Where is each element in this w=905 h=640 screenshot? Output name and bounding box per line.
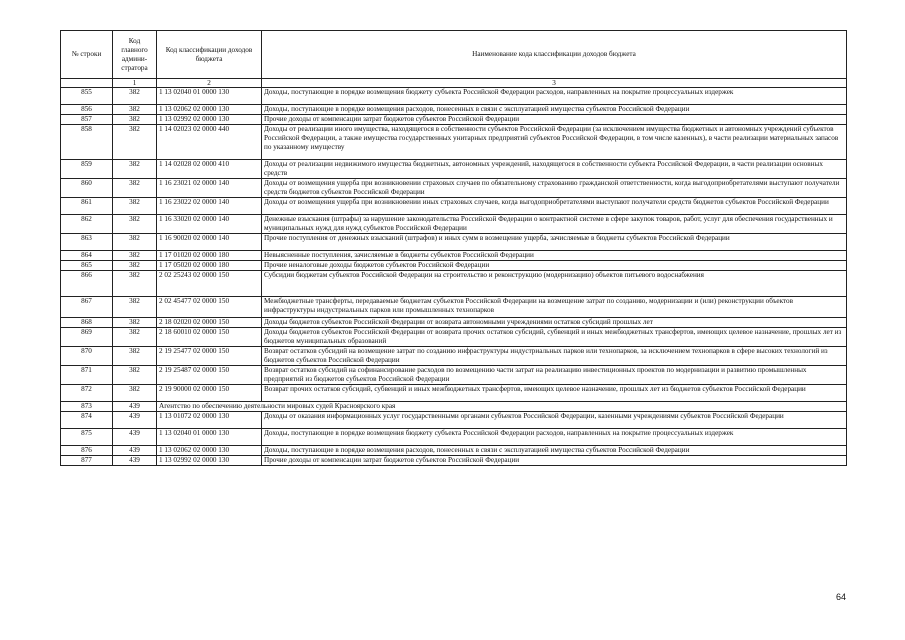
row-number: 864 bbox=[61, 251, 113, 261]
classification-code: 1 13 02992 02 0000 130 bbox=[157, 115, 262, 125]
agency-name: Агентство по обеспечению деятельности мировых судей Красноярского края bbox=[157, 402, 847, 412]
table-row bbox=[61, 402, 847, 412]
code-name: Доходы от возмещения ущерба при возникновении страховых случаев по обязательному страхованию гражданской ответственности, когда выгодоприобретателями выступают получатели средств бюджетов субъектов Российской Федерации bbox=[262, 179, 847, 198]
table-row bbox=[61, 251, 847, 261]
row-number: 871 bbox=[61, 366, 113, 385]
table-row bbox=[61, 446, 847, 456]
classification-code: 2 19 90000 02 0000 150 bbox=[157, 385, 262, 402]
code-name: Доходы от реализации недвижимого имущества бюджетных, автономных учреждений, находящегося в собственности субъекта Российской Федерации, в части реализации основных средств bbox=[262, 160, 847, 179]
table-row bbox=[61, 385, 847, 402]
row-number: 857 bbox=[61, 115, 113, 125]
classification-code: 2 18 02020 02 0000 150 bbox=[157, 318, 262, 328]
row-number: 877 bbox=[61, 456, 113, 466]
row-number: 863 bbox=[61, 234, 113, 251]
header-row-number: № строки bbox=[61, 31, 113, 79]
table-row bbox=[61, 125, 847, 160]
admin-code: 382 bbox=[113, 261, 157, 271]
code-name: Субсидии бюджетам субъектов Российской Федерации на строительство и реконструкцию (модернизацию) объектов питьевого водоснабжения bbox=[262, 271, 847, 297]
admin-code: 439 bbox=[113, 446, 157, 456]
classification-code: 1 13 02992 02 0000 130 bbox=[157, 456, 262, 466]
code-name: Доходы от оказания информационных услуг государственными органами субъектов Российской Федерации, казенными учреждениями субъектов Российской Федерации bbox=[262, 412, 847, 429]
table-row bbox=[61, 160, 847, 179]
classification-code: 2 02 25243 02 0000 150 bbox=[157, 271, 262, 297]
code-name: Доходы, поступающие в порядке возмещения бюджету субъекта Российской Федерации расходов, направленных на покрытие процессуальных издержек bbox=[262, 88, 847, 105]
classification-code: 1 14 02028 02 0000 410 bbox=[157, 160, 262, 179]
row-number: 867 bbox=[61, 297, 113, 318]
code-name: Доходы, поступающие в порядке возмещения бюджету субъекта Российской Федерации расходов, направленных на покрытие процессуальных издержек bbox=[262, 429, 847, 446]
row-number: 866 bbox=[61, 271, 113, 297]
admin-code: 382 bbox=[113, 366, 157, 385]
code-name: Доходы от возмещения ущерба при возникновении иных страховых случаев, когда выгодоприобретателями выступают получатели средств бюджетов субъектов Российской Федерации bbox=[262, 198, 847, 215]
table-row bbox=[61, 179, 847, 198]
row-number: 859 bbox=[61, 160, 113, 179]
row-number: 856 bbox=[61, 105, 113, 115]
classification-code: 1 13 01072 02 0000 130 bbox=[157, 412, 262, 429]
code-name: Доходы от реализации иного имущества, находящегося в собственности субъектов Российской Федерации (за исключением имущества бюджетных и автономных учреждений субъектов Российской Федерации, а также имущества государственных унитарных предприятий субъектов Российской Федерации, в том числе казенных), в части реализации материальных запасов по указанному имуществу bbox=[262, 125, 847, 160]
classification-code: 2 19 25487 02 0000 150 bbox=[157, 366, 262, 385]
column-number-1: 1 bbox=[113, 79, 157, 88]
table-row bbox=[61, 215, 847, 234]
admin-code: 382 bbox=[113, 251, 157, 261]
admin-code: 382 bbox=[113, 318, 157, 328]
admin-code: 382 bbox=[113, 115, 157, 125]
admin-code: 382 bbox=[113, 297, 157, 318]
code-name: Доходы бюджетов субъектов Российской Федерации от возврата автономными учреждениями остатков субсидий прошлых лет bbox=[262, 318, 847, 328]
admin-code: 382 bbox=[113, 160, 157, 179]
code-name: Прочие поступления от денежных взысканий (штрафов) и иных сумм в возмещение ущерба, зачисляемые в бюджеты субъектов Российской Федерации bbox=[262, 234, 847, 251]
column-number-empty bbox=[61, 79, 113, 88]
admin-code: 382 bbox=[113, 328, 157, 347]
table-row bbox=[61, 412, 847, 429]
row-number: 869 bbox=[61, 328, 113, 347]
budget-classification-table bbox=[60, 30, 847, 466]
column-number-3: 3 bbox=[262, 79, 847, 88]
classification-code: 1 13 02040 01 0000 130 bbox=[157, 88, 262, 105]
table-row bbox=[61, 271, 847, 297]
admin-code: 439 bbox=[113, 412, 157, 429]
admin-code: 382 bbox=[113, 198, 157, 215]
admin-code: 382 bbox=[113, 125, 157, 160]
classification-code: 1 16 33020 02 0000 140 bbox=[157, 215, 262, 234]
row-number: 865 bbox=[61, 261, 113, 271]
admin-code: 439 bbox=[113, 456, 157, 466]
admin-code: 382 bbox=[113, 88, 157, 105]
row-number: 870 bbox=[61, 347, 113, 366]
row-number: 858 bbox=[61, 125, 113, 160]
table-row bbox=[61, 261, 847, 271]
classification-code: 1 16 90020 02 0000 140 bbox=[157, 234, 262, 251]
classification-code: 1 17 01020 02 0000 180 bbox=[157, 251, 262, 261]
row-number: 861 bbox=[61, 198, 113, 215]
admin-code: 439 bbox=[113, 402, 157, 412]
admin-code: 382 bbox=[113, 385, 157, 402]
column-number-row bbox=[61, 79, 847, 88]
admin-code: 382 bbox=[113, 271, 157, 297]
table-row bbox=[61, 105, 847, 115]
classification-code: 1 16 23021 02 0000 140 bbox=[157, 179, 262, 198]
row-number: 874 bbox=[61, 412, 113, 429]
budget-table-container bbox=[60, 30, 846, 466]
admin-code: 382 bbox=[113, 179, 157, 198]
table-row bbox=[61, 115, 847, 125]
table-row bbox=[61, 318, 847, 328]
admin-code: 382 bbox=[113, 347, 157, 366]
classification-code: 2 19 25477 02 0000 150 bbox=[157, 347, 262, 366]
table-row bbox=[61, 297, 847, 318]
table-row bbox=[61, 328, 847, 347]
header-admin-code: Код главного админи-стратора bbox=[113, 31, 157, 79]
classification-code: 1 13 02040 01 0000 130 bbox=[157, 429, 262, 446]
code-name: Прочие неналоговые доходы бюджетов субъектов Российской Федерации bbox=[262, 261, 847, 271]
code-name: Возврат остатков субсидий на софинансирование расходов по возмещению части затрат на реализацию инвестиционных проектов по модернизации и развитию промышленных предприятий из бюджетов субъектов Российской Федерации bbox=[262, 366, 847, 385]
code-name: Прочие доходы от компенсации затрат бюджетов субъектов Российской Федерации bbox=[262, 456, 847, 466]
page-number: 64 bbox=[836, 592, 847, 602]
classification-code: 2 02 45477 02 0000 150 bbox=[157, 297, 262, 318]
row-number: 862 bbox=[61, 215, 113, 234]
admin-code: 382 bbox=[113, 105, 157, 115]
code-name: Доходы, поступающие в порядке возмещения расходов, понесенных в связи с эксплуатацией имущества субъектов Российской Федерации bbox=[262, 446, 847, 456]
classification-code: 1 13 02062 02 0000 130 bbox=[157, 105, 262, 115]
table-row bbox=[61, 366, 847, 385]
code-name: Межбюджетные трансферты, передаваемые бюджетам субъектов Российской Федерации на возмещение затрат по созданию, модернизации и (или) реконструкции объектов инфраструктуры индустриальных парков или промышленных технопарков bbox=[262, 297, 847, 318]
classification-code: 1 16 23022 02 0000 140 bbox=[157, 198, 262, 215]
table-row bbox=[61, 429, 847, 446]
table-row bbox=[61, 198, 847, 215]
classification-code: 1 13 02062 02 0000 130 bbox=[157, 446, 262, 456]
code-name: Возврат остатков субсидий на возмещение затрат по созданию инфраструктуры индустриальных парков или технопарков, за исключением технопарков в сфере высоких технологий из бюджетов субъектов Российской Федерации bbox=[262, 347, 847, 366]
column-number-2: 2 bbox=[157, 79, 262, 88]
code-name: Доходы, поступающие в порядке возмещения расходов, понесенных в связи с эксплуатацией имущества субъектов Российской Федерации bbox=[262, 105, 847, 115]
table-header-row bbox=[61, 31, 847, 79]
classification-code: 1 17 05020 02 0000 180 bbox=[157, 261, 262, 271]
row-number: 868 bbox=[61, 318, 113, 328]
classification-code: 1 14 02023 02 0000 440 bbox=[157, 125, 262, 160]
table-row bbox=[61, 347, 847, 366]
header-classification-code: Код классификации доходов бюджета bbox=[157, 31, 262, 79]
code-name: Доходы бюджетов субъектов Российской Федерации от возврата прочих остатков субсидий, субвенций и иных межбюджетных трансфертов, имеющих целевое назначение, прошлых лет из бюджетов муниципальных образований bbox=[262, 328, 847, 347]
classification-code: 2 18 60010 02 0000 150 bbox=[157, 328, 262, 347]
table-row bbox=[61, 234, 847, 251]
row-number: 873 bbox=[61, 402, 113, 412]
code-name: Денежные взыскания (штрафы) за нарушение законодательства Российской Федерации о контрактной системе в сфере закупок товаров, работ, услуг для обеспечения государственных и муниципальных нужд для нужд субъектов Российской Федерации bbox=[262, 215, 847, 234]
code-name: Возврат прочих остатков субсидий, субвенций и иных межбюджетных трансфертов, имеющих целевое назначение, прошлых лет из бюджетов субъектов Российской Федерации bbox=[262, 385, 847, 402]
row-number: 855 bbox=[61, 88, 113, 105]
admin-code: 439 bbox=[113, 429, 157, 446]
admin-code: 382 bbox=[113, 215, 157, 234]
header-code-name: Наименование кода классификации доходов бюджета bbox=[262, 31, 847, 79]
admin-code: 382 bbox=[113, 234, 157, 251]
table-row bbox=[61, 456, 847, 466]
row-number: 875 bbox=[61, 429, 113, 446]
table-row bbox=[61, 88, 847, 105]
row-number: 860 bbox=[61, 179, 113, 198]
row-number: 876 bbox=[61, 446, 113, 456]
code-name: Прочие доходы от компенсации затрат бюджетов субъектов Российской Федерации bbox=[262, 115, 847, 125]
row-number: 872 bbox=[61, 385, 113, 402]
code-name: Невыясненные поступления, зачисляемые в бюджеты субъектов Российской Федерации bbox=[262, 251, 847, 261]
